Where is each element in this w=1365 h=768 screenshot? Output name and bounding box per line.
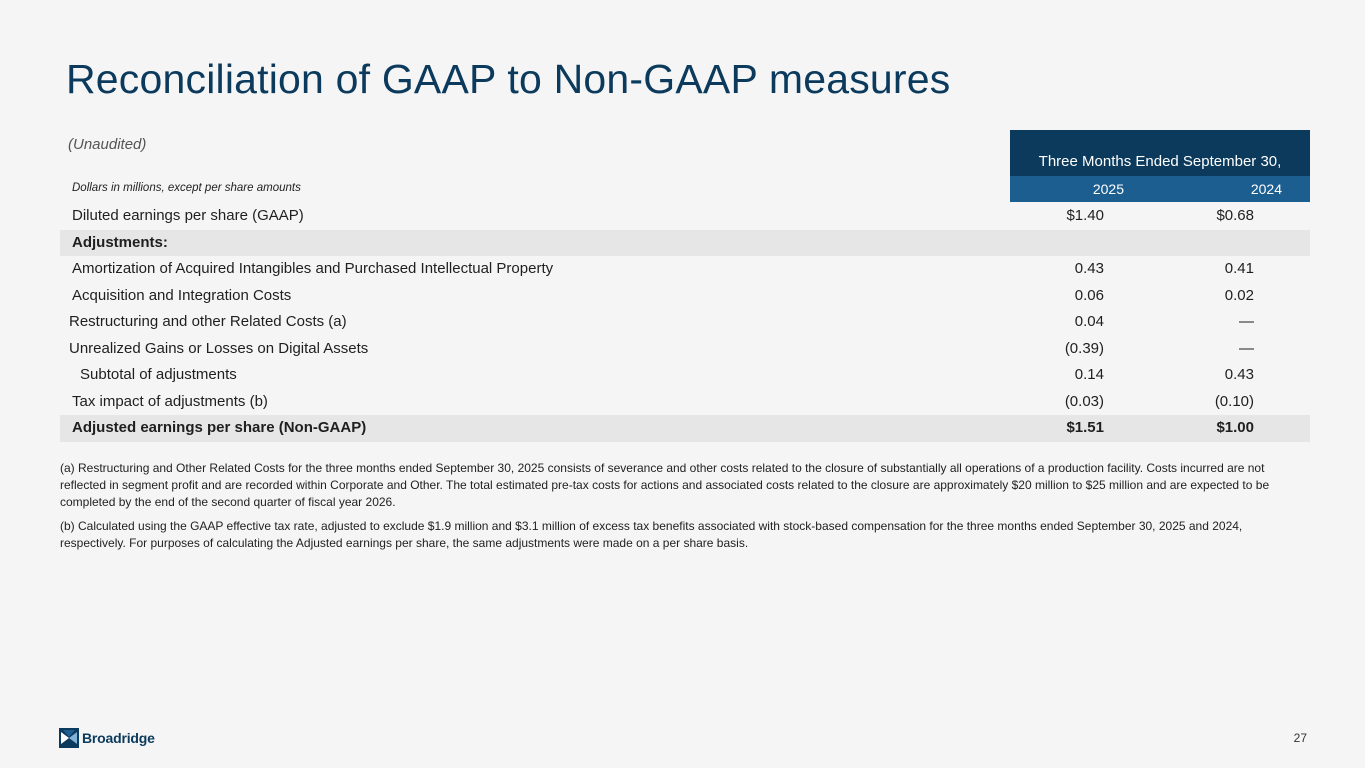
period-header (1010, 130, 1310, 176)
row-label: Amortization of Acquired Intangibles and Purchased Intellectual Property (72, 260, 554, 277)
row-label: Acquisition and Integration Costs (72, 286, 292, 304)
year-2025-header: 2025 (1092, 181, 1124, 197)
value-2025: $1.40 (1066, 207, 1104, 224)
table-row (60, 203, 1310, 230)
row-label: Adjusted earnings per share (Non-GAAP) (72, 419, 367, 436)
table-subheader (60, 176, 1310, 202)
slide-title: Reconciliation of GAAP to Non-GAAP measures (66, 56, 951, 102)
row-label: Restructuring and other Related Costs (a) (69, 313, 347, 330)
table-row (60, 309, 1310, 336)
row-label: Adjustments: (72, 233, 168, 251)
broadridge-logo (59, 727, 155, 749)
value-2024: — (1239, 339, 1254, 357)
value-2025: 0.14 (1074, 366, 1104, 383)
value-2025: $1.51 (1066, 419, 1104, 436)
footnote-a: (a) Restructuring and Other Related Costs for the three months ended September 30, 2025 consists of severance and other costs related to the closure of substantially all operations of a production facility. Costs incurred are not reflected in segment profit and are recorded within Corporate and Other. The total estimated pre-tax costs for actions and associated costs related to the closure are approximately $20 million to $25 million and are expected to be completed by the end of the second quarter of fiscal year 2026. (60, 461, 1270, 509)
unaudited-note: (Unaudited) (68, 136, 147, 153)
value-2024: $1.00 (1216, 419, 1254, 436)
row-label: Unrealized Gains or Losses on Digital Assets (69, 339, 369, 357)
year-header-bar (1010, 176, 1310, 202)
footnote-b: (b) Calculated using the GAAP effective tax rate, adjusted to exclude $1.9 million and $3.1 million of excess tax benefits associated with stock-based compensation for the three months ended September 30, 2025 and 2024, respectively. For purposes of calculating the Adjusted earnings per share, the same adjustments were made on a per share basis. (60, 519, 1243, 550)
value-2024: — (1239, 313, 1254, 330)
table-row (60, 362, 1310, 389)
value-2025: (0.03) (1064, 392, 1104, 410)
table-row (60, 256, 1310, 283)
value-2025: 0.06 (1074, 286, 1104, 304)
logo-wordmark: Broadridge (82, 730, 155, 746)
row-label: Subtotal of adjustments (80, 366, 237, 383)
table-row-total (60, 415, 1310, 442)
value-2024: (0.10) (1214, 392, 1254, 410)
units-note: Dollars in millions, except per share amounts (72, 182, 301, 194)
table-row (60, 336, 1310, 363)
value-2024: 0.02 (1224, 286, 1254, 304)
row-label: Diluted earnings per share (GAAP) (72, 207, 304, 224)
table-row (60, 389, 1310, 416)
value-2025: (0.39) (1064, 339, 1104, 357)
value-2024: 0.41 (1224, 260, 1254, 277)
value-2025: 0.04 (1074, 313, 1104, 330)
reconciliation-table (60, 203, 1310, 442)
value-2024: 0.43 (1224, 366, 1254, 383)
period-header-label: Three Months Ended September 30, (1038, 153, 1282, 170)
broadridge-logo-icon (59, 728, 79, 748)
footnotes (60, 460, 1310, 559)
table-row (60, 230, 1310, 257)
table-row (60, 283, 1310, 310)
value-2024: $0.68 (1216, 207, 1254, 224)
year-2024-header: 2024 (1250, 181, 1282, 197)
page-number: 27 (1293, 731, 1307, 745)
row-label: Tax impact of adjustments (b) (72, 392, 268, 410)
value-2025: 0.43 (1074, 260, 1104, 277)
